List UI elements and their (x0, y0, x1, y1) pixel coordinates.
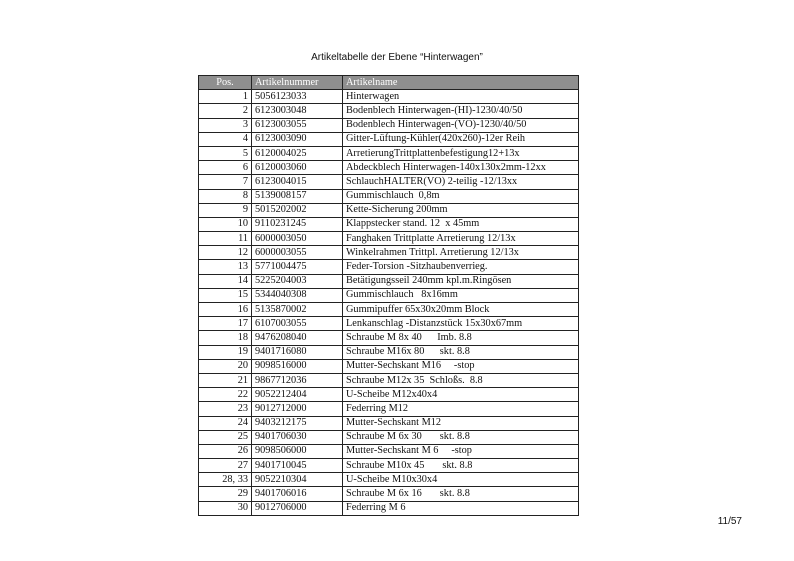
cell-pos: 23 (199, 402, 252, 416)
cell-artikelname: Klappstecker stand. 12 x 45mm (343, 217, 579, 231)
cell-artikelnummer: 9401716080 (252, 345, 343, 359)
table-row (199, 303, 579, 317)
cell-pos: 13 (199, 260, 252, 274)
cell-artikelname: Fanghaken Trittplatte Arretierung 12/13x (343, 232, 579, 246)
table-row (199, 359, 579, 373)
cell-pos: 19 (199, 345, 252, 359)
cell-artikelnummer: 9110231245 (252, 217, 343, 231)
cell-pos: 11 (199, 232, 252, 246)
cell-artikelname: Betätigungsseil 240mm kpl.m.Ringösen (343, 274, 579, 288)
cell-artikelnummer: 6123003048 (252, 104, 343, 118)
cell-artikelnummer: 9401706016 (252, 487, 343, 501)
cell-artikelname: Hinterwagen (343, 90, 579, 104)
cell-artikelname: SchlauchHALTER(VO) 2-teilig -12/13xx (343, 175, 579, 189)
table-row (199, 473, 579, 487)
cell-artikelnummer: 9476208040 (252, 331, 343, 345)
cell-artikelname: Winkelrahmen Trittpl. Arretierung 12/13x (343, 246, 579, 260)
cell-artikelnummer: 5771004475 (252, 260, 343, 274)
table-row (199, 232, 579, 246)
cell-artikelname: Schraube M 8x 40 Imb. 8.8 (343, 331, 579, 345)
cell-artikelnummer: 9012706000 (252, 501, 343, 515)
cell-pos: 18 (199, 331, 252, 345)
cell-artikelname: Gummipuffer 65x30x20mm Block (343, 303, 579, 317)
cell-artikelname: Gitter-Lüftung-Kühler(420x260)-12er Reih (343, 132, 579, 146)
cell-pos: 1 (199, 90, 252, 104)
cell-pos: 25 (199, 430, 252, 444)
table-header-row (199, 76, 579, 90)
cell-artikelnummer: 9867712036 (252, 373, 343, 387)
cell-artikelnummer: 9052212404 (252, 388, 343, 402)
cell-artikelname: U-Scheibe M10x30x4 (343, 473, 579, 487)
cell-artikelnummer: 6120003060 (252, 161, 343, 175)
cell-artikelname: Schraube M12x 35 Schloßs. 8.8 (343, 373, 579, 387)
cell-artikelname: Feder-Torsion -Sitzhaubenverrieg. (343, 260, 579, 274)
table-row (199, 345, 579, 359)
cell-artikelnummer: 9012712000 (252, 402, 343, 416)
table-row (199, 132, 579, 146)
cell-artikelnummer: 5056123033 (252, 90, 343, 104)
cell-pos: 2 (199, 104, 252, 118)
page-number: 11/57 (717, 516, 742, 527)
cell-artikelnummer: 9401710045 (252, 459, 343, 473)
cell-artikelnummer: 6123004015 (252, 175, 343, 189)
cell-pos: 3 (199, 118, 252, 132)
table-row (199, 317, 579, 331)
cell-artikelname: Federring M 6 (343, 501, 579, 515)
cell-pos: 16 (199, 303, 252, 317)
table-row (199, 430, 579, 444)
header-artikelnummer: Artikelnummer (252, 76, 343, 90)
parts-table (198, 75, 579, 516)
page-title: Artikeltabelle der Ebene “Hinterwagen” (311, 52, 483, 63)
cell-artikelname: Schraube M 6x 30 skt. 8.8 (343, 430, 579, 444)
cell-artikelnummer: 6107003055 (252, 317, 343, 331)
table-row (199, 501, 579, 515)
table-row (199, 146, 579, 160)
cell-pos: 24 (199, 416, 252, 430)
cell-artikelname: Schraube M10x 45 skt. 8.8 (343, 459, 579, 473)
cell-artikelnummer: 5135870002 (252, 303, 343, 317)
cell-pos: 17 (199, 317, 252, 331)
cell-pos: 5 (199, 146, 252, 160)
table-row (199, 388, 579, 402)
cell-pos: 7 (199, 175, 252, 189)
header-artikelname: Artikelname (343, 76, 579, 90)
table-row (199, 217, 579, 231)
cell-pos: 9 (199, 203, 252, 217)
cell-artikelnummer: 9098506000 (252, 444, 343, 458)
cell-artikelname: Schraube M 6x 16 skt. 8.8 (343, 487, 579, 501)
table-row (199, 189, 579, 203)
cell-artikelnummer: 9401706030 (252, 430, 343, 444)
cell-artikelnummer: 6000003050 (252, 232, 343, 246)
cell-artikelnummer: 5015202002 (252, 203, 343, 217)
cell-artikelname: Lenkanschlag -Distanzstück 15x30x67mm (343, 317, 579, 331)
cell-artikelname: Kette-Sicherung 200mm (343, 203, 579, 217)
cell-artikelnummer: 9403212175 (252, 416, 343, 430)
cell-pos: 15 (199, 288, 252, 302)
table-row (199, 373, 579, 387)
cell-artikelnummer: 5344040308 (252, 288, 343, 302)
table-body (199, 90, 579, 516)
cell-artikelname: Mutter-Sechskant M16 -stop (343, 359, 579, 373)
cell-artikelname: ArretierungTrittplattenbefestigung12+13x (343, 146, 579, 160)
cell-pos: 30 (199, 501, 252, 515)
cell-artikelname: Bodenblech Hinterwagen-(HI)-1230/40/50 (343, 104, 579, 118)
table-row (199, 459, 579, 473)
cell-pos: 12 (199, 246, 252, 260)
header-pos: Pos. (199, 76, 252, 90)
cell-artikelnummer: 6123003055 (252, 118, 343, 132)
cell-pos: 21 (199, 373, 252, 387)
cell-artikelnummer: 6120004025 (252, 146, 343, 160)
table-row (199, 274, 579, 288)
table-row (199, 203, 579, 217)
table-row (199, 161, 579, 175)
cell-artikelname: Mutter-Sechskant M12 (343, 416, 579, 430)
cell-pos: 14 (199, 274, 252, 288)
cell-artikelname: Abdeckblech Hinterwagen-140x130x2mm-12xx (343, 161, 579, 175)
cell-pos: 8 (199, 189, 252, 203)
cell-artikelname: Gummischlauch 0,8m (343, 189, 579, 203)
cell-artikelname: Gummischlauch 8x16mm (343, 288, 579, 302)
cell-artikelnummer: 6123003090 (252, 132, 343, 146)
cell-pos: 20 (199, 359, 252, 373)
cell-artikelnummer: 5225204003 (252, 274, 343, 288)
cell-pos: 26 (199, 444, 252, 458)
cell-artikelname: Mutter-Sechskant M 6 -stop (343, 444, 579, 458)
cell-pos: 29 (199, 487, 252, 501)
cell-artikelname: Schraube M16x 80 skt. 8.8 (343, 345, 579, 359)
table-row (199, 104, 579, 118)
table-row (199, 416, 579, 430)
cell-pos: 6 (199, 161, 252, 175)
cell-pos: 28, 33 (199, 473, 252, 487)
cell-artikelname: Federring M12 (343, 402, 579, 416)
table-row (199, 175, 579, 189)
table-row (199, 487, 579, 501)
cell-pos: 22 (199, 388, 252, 402)
cell-artikelnummer: 9098516000 (252, 359, 343, 373)
table-row (199, 90, 579, 104)
table-row (199, 331, 579, 345)
cell-artikelnummer: 9052210304 (252, 473, 343, 487)
cell-artikelnummer: 6000003055 (252, 246, 343, 260)
table-row (199, 402, 579, 416)
cell-artikelnummer: 5139008157 (252, 189, 343, 203)
table-row (199, 118, 579, 132)
cell-artikelname: Bodenblech Hinterwagen-(VO)-1230/40/50 (343, 118, 579, 132)
cell-pos: 4 (199, 132, 252, 146)
table-row (199, 288, 579, 302)
table-row (199, 260, 579, 274)
table-row (199, 444, 579, 458)
cell-pos: 27 (199, 459, 252, 473)
cell-pos: 10 (199, 217, 252, 231)
table-row (199, 246, 579, 260)
cell-artikelname: U-Scheibe M12x40x4 (343, 388, 579, 402)
